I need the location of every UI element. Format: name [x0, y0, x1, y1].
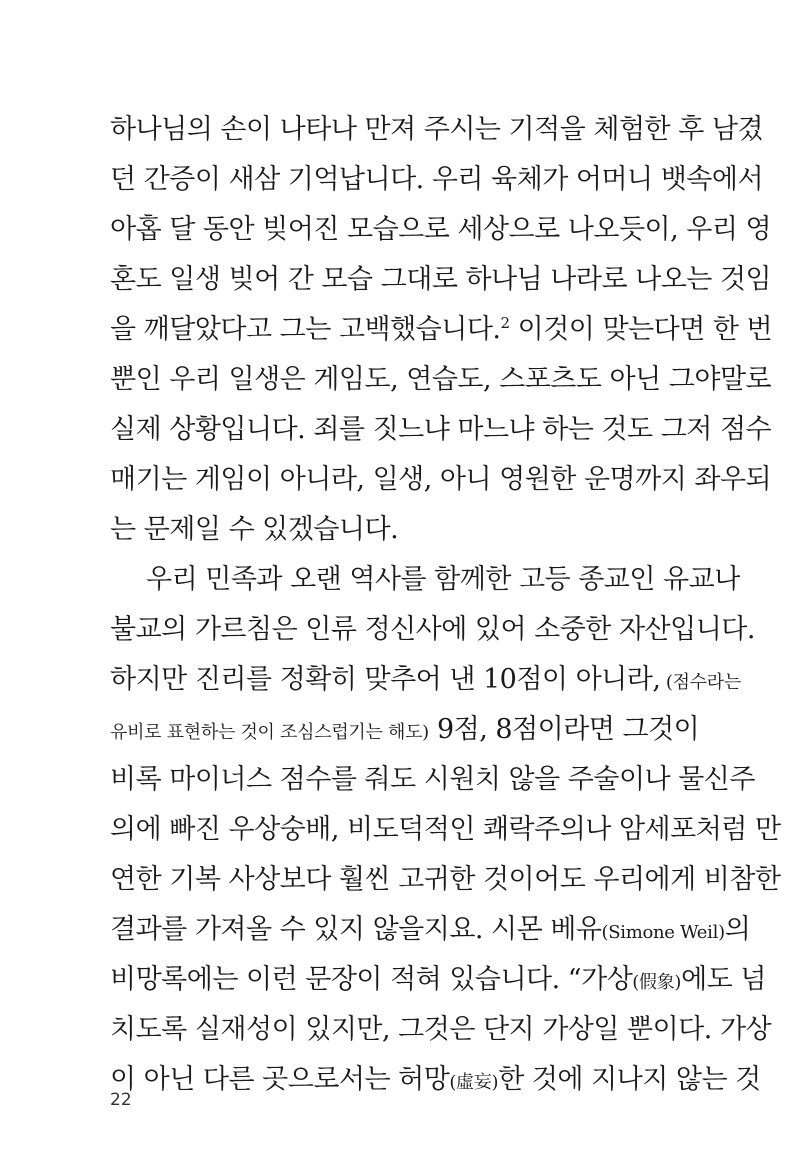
text-line: 을 깨달았다고 그는 고백했습니다.$^2$ 이것이 맞는다면 한 번 [110, 314, 773, 345]
text-line: 불교의 가르침은 인류 정신사에 있어 소중한 자산입니다. [110, 614, 755, 645]
text-line: 던 간증이 새삼 기억납니다. 우리 육체가 어머니 뱃속에서 [110, 164, 764, 195]
text-line: 혼도 일생 빚어 간 모습 그대로 하나님 나라로 나오는 것임 [110, 264, 772, 295]
text-line: 치도록 실재성이 있지만, 그것은 단지 가상일 뿐이다. 가상 [110, 1014, 772, 1045]
text-line: 비록 마이너스 점수를 줘도 시원치 않을 주술이나 물신주 [110, 764, 755, 795]
text-line: 이 아닌 다른 곳으로서는 허망(虛妄)한 것에 지나지 않는 것 [110, 1064, 761, 1095]
parenthetical-note: (假象) [632, 972, 682, 993]
text-line: 실제 상황입니다. 죄를 짓느냐 마느냐 하는 것도 그저 점수 [110, 414, 772, 445]
text-line: 아홉 달 동안 빚어진 모습으로 세상으로 나오듯이, 우리 영 [110, 214, 772, 245]
text-line: 유비로 표현하는 것이 조심스럽기는 해도) 9점, 8점이라면 그것이 [110, 714, 700, 745]
page-number: 22 [110, 1090, 132, 1110]
text-line: 비망록에는 이런 문장이 적혀 있습니다. “가상(假象)에도 넘 [110, 964, 766, 995]
text-line: 하지만 진리를 정확히 맞추어 낸 10점이 아니라, (점수라는 [110, 664, 741, 695]
parenthetical-note: 유비로 표현하는 것이 조심스럽기는 해도) [110, 722, 429, 743]
parenthetical-note: (Simone Weil) [601, 922, 725, 943]
text-line: 매기는 게임이 아니라, 일생, 아니 영원한 운명까지 좌우되 [110, 464, 772, 495]
text-line: 결과를 가져올 수 있지 않을지요. 시몬 베유(Simone Weil)의 [110, 914, 751, 945]
text-line: 는 문제일 수 있겠습니다. [110, 514, 399, 545]
footnote-ref: 2 [500, 314, 510, 332]
text-line: 우리 민족과 오랜 역사를 함께한 고등 종교인 유교나 [146, 564, 740, 595]
parenthetical-note: (虛妄) [449, 1072, 499, 1093]
parenthetical-note: (점수라는 [660, 672, 741, 693]
text-line: 연한 기복 사상보다 훨씬 고귀한 것이어도 우리에게 비참한 [110, 864, 781, 895]
text-line: 하나님의 손이 나타나 만져 주시는 기적을 체험한 후 남겼 [110, 114, 764, 145]
text-line: 뿐인 우리 일생은 게임도, 연습도, 스포츠도 아닌 그야말로 [110, 364, 772, 395]
text-line: 의에 빠진 우상숭배, 비도덕적인 쾌락주의나 암세포처럼 만 [110, 814, 781, 845]
